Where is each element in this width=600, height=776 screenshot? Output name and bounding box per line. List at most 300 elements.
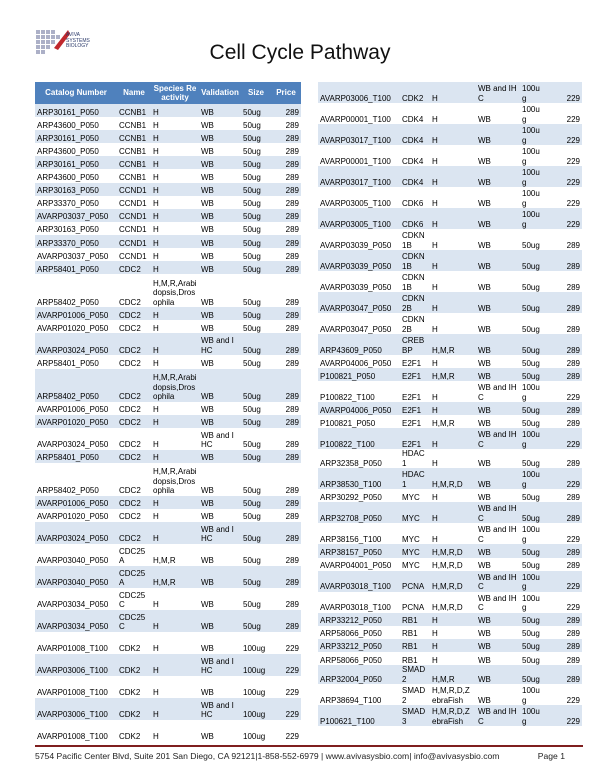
species-cell: H (430, 187, 476, 208)
species-cell: H (430, 428, 476, 449)
table-row (35, 720, 301, 742)
validation-cell: WB (476, 652, 520, 665)
species-cell: H (151, 235, 199, 248)
name-cell: MYC (400, 489, 430, 502)
table-row (35, 274, 301, 307)
validation-cell: WB (476, 402, 520, 415)
species-cell: H (151, 156, 199, 169)
price-cell: 289 (544, 313, 582, 334)
price-cell: 229 (271, 654, 301, 676)
size-cell: 100ug (520, 705, 544, 726)
validation-cell: WB (199, 588, 241, 610)
price-cell: 289 (544, 355, 582, 368)
species-cell: H (151, 104, 199, 117)
size-cell: 100ug (241, 632, 271, 654)
size-cell: 50ug (241, 130, 271, 143)
name-cell: CDC2 (117, 428, 151, 450)
table-row (318, 652, 582, 665)
table-row (35, 369, 301, 402)
name-cell: RB1 (400, 613, 430, 626)
catalog-cell: ARP58402_P050 (35, 369, 117, 402)
species-cell: H (151, 183, 199, 196)
species-cell: H (151, 496, 199, 509)
size-cell: 100ug (520, 684, 544, 705)
name-cell: E2F1 (400, 355, 430, 368)
name-cell: CCNB1 (117, 169, 151, 182)
price-cell: 289 (544, 271, 582, 292)
catalog-cell: P100621_T100 (318, 705, 400, 726)
header-validation: Validation (199, 82, 241, 104)
catalog-cell: ARP58066_P050 (318, 652, 400, 665)
validation-cell: WB and IHC (476, 428, 520, 449)
species-cell: H (430, 489, 476, 502)
size-cell: 50ug (520, 292, 544, 313)
price-cell: 289 (271, 156, 301, 169)
catalog-cell: ARP30161_P050 (35, 104, 117, 117)
price-cell: 289 (271, 104, 301, 117)
table-row (318, 166, 582, 187)
validation-cell: WB (476, 313, 520, 334)
size-cell: 50ug (241, 320, 271, 333)
catalog-cell: ARP30161_P050 (35, 130, 117, 143)
name-cell: CCND1 (117, 222, 151, 235)
size-cell: 100ug (520, 428, 544, 449)
price-cell: 289 (271, 117, 301, 130)
price-cell: 289 (544, 415, 582, 428)
table-row (35, 632, 301, 654)
product-table-left (35, 82, 301, 742)
price-cell: 289 (544, 639, 582, 652)
name-cell: CDC2 (117, 274, 151, 307)
validation-cell: WB (199, 610, 241, 632)
table-row (318, 626, 582, 639)
species-cell: H (430, 355, 476, 368)
price-cell: 289 (271, 369, 301, 402)
name-cell: CDC2 (117, 261, 151, 274)
price-cell: 229 (544, 208, 582, 229)
name-cell: MYC (400, 558, 430, 571)
species-cell: H (151, 654, 199, 676)
catalog-cell: ARP58401_P050 (35, 355, 117, 368)
species-cell: H (430, 402, 476, 415)
catalog-cell: ARP32358_P050 (318, 449, 400, 468)
species-cell: H (151, 415, 199, 428)
species-cell: H (151, 402, 199, 415)
name-cell: CDK4 (400, 124, 430, 145)
catalog-cell: AVARP03005_T100 (318, 208, 400, 229)
species-cell: H,M,R,D,ZebraFish (430, 705, 476, 726)
price-cell: 229 (544, 187, 582, 208)
price-cell: 289 (271, 261, 301, 274)
species-cell: H (151, 355, 199, 368)
table-row (35, 333, 301, 355)
table-row (35, 320, 301, 333)
table-row (318, 250, 582, 271)
validation-cell: WB and IHC (476, 571, 520, 592)
species-cell: H (151, 169, 199, 182)
catalog-cell: AVARP03017_T100 (318, 124, 400, 145)
name-cell: CCND1 (117, 248, 151, 261)
table-row (318, 415, 582, 428)
catalog-cell: AVARP04001_P050 (318, 558, 400, 571)
name-cell: CCND1 (117, 209, 151, 222)
page-number: Page 1 (537, 751, 565, 761)
catalog-cell: AVARP03040_P050 (35, 566, 117, 588)
header-species: Species Reactivity (151, 82, 199, 104)
table-row (35, 117, 301, 130)
species-cell: H (430, 292, 476, 313)
size-cell: 50ug (241, 450, 271, 463)
species-cell: H,M,R (151, 566, 199, 588)
catalog-cell: ARP30161_P050 (35, 156, 117, 169)
name-cell: CCND1 (117, 235, 151, 248)
catalog-cell: AVARP03024_P050 (35, 522, 117, 544)
validation-cell: WB (199, 307, 241, 320)
header-name: Name (117, 82, 151, 104)
footer-divider (35, 745, 583, 747)
table-row (318, 292, 582, 313)
species-cell: H (430, 502, 476, 523)
name-cell: MYC (400, 502, 430, 523)
price-cell: 229 (544, 468, 582, 489)
price-cell: 289 (544, 558, 582, 571)
species-cell: H (151, 248, 199, 261)
species-cell: H,M,R,Arabidopsis,Drosophila (151, 463, 199, 496)
validation-cell: WB (476, 684, 520, 705)
price-cell: 229 (544, 166, 582, 187)
validation-cell: WB (476, 665, 520, 684)
name-cell: CDC2 (117, 463, 151, 496)
validation-cell: WB (199, 320, 241, 333)
price-cell: 289 (271, 544, 301, 566)
name-cell: CCNB1 (117, 143, 151, 156)
size-cell: 100ug (520, 124, 544, 145)
catalog-cell: AVARP03039_P050 (318, 250, 400, 271)
name-cell: HDAC1 (400, 449, 430, 468)
species-cell: H (430, 124, 476, 145)
table-row (318, 313, 582, 334)
species-cell: H (430, 208, 476, 229)
catalog-cell: ARP43600_P050 (35, 143, 117, 156)
price-cell: 229 (271, 720, 301, 742)
table-row (35, 544, 301, 566)
catalog-cell: AVARP04006_P050 (318, 402, 400, 415)
table-row (35, 261, 301, 274)
validation-cell: WB (199, 402, 241, 415)
header-size: Size (241, 82, 271, 104)
name-cell: CDKN2B (400, 292, 430, 313)
species-cell: H (151, 522, 199, 544)
size-cell: 100ug (520, 187, 544, 208)
size-cell: 50ug (241, 183, 271, 196)
validation-cell: WB (476, 355, 520, 368)
table-row (318, 334, 582, 355)
table-row (35, 307, 301, 320)
validation-cell: WB (199, 209, 241, 222)
catalog-cell: AVARP03037_P050 (35, 209, 117, 222)
name-cell: MYC (400, 544, 430, 557)
validation-cell: WB (199, 196, 241, 209)
price-cell: 289 (271, 522, 301, 544)
species-cell: H,M,R (430, 368, 476, 381)
validation-cell: WB (199, 355, 241, 368)
validation-cell: WB (199, 274, 241, 307)
catalog-cell: P100821_P050 (318, 368, 400, 381)
catalog-cell: P100821_P050 (318, 415, 400, 428)
validation-cell: WB (199, 156, 241, 169)
table-row (318, 124, 582, 145)
name-cell: CDC2 (117, 355, 151, 368)
catalog-cell: AVARP03034_P050 (35, 610, 117, 632)
table-row (318, 271, 582, 292)
table-row (318, 103, 582, 124)
catalog-cell: ARP38694_T100 (318, 684, 400, 705)
size-cell: 50ug (241, 307, 271, 320)
price-cell: 229 (544, 124, 582, 145)
catalog-cell: ARP43600_P050 (35, 117, 117, 130)
name-cell: SMAD2 (400, 665, 430, 684)
species-cell: H,M,R,Arabidopsis,Drosophila (151, 369, 199, 402)
table-row (318, 428, 582, 449)
name-cell: E2F1 (400, 381, 430, 402)
catalog-cell: AVARP03039_P050 (318, 271, 400, 292)
species-cell: H (151, 261, 199, 274)
name-cell: CDK4 (400, 166, 430, 187)
size-cell: 50ug (520, 334, 544, 355)
validation-cell: WB (199, 496, 241, 509)
table-row (318, 489, 582, 502)
price-cell: 229 (544, 145, 582, 166)
validation-cell: WB (199, 676, 241, 698)
species-cell: H (430, 145, 476, 166)
species-cell: H (430, 449, 476, 468)
catalog-cell: ARP33370_P050 (35, 196, 117, 209)
price-cell: 289 (544, 613, 582, 626)
validation-cell: WB (199, 130, 241, 143)
catalog-cell: AVARP00001_T100 (318, 145, 400, 166)
species-cell: H (430, 250, 476, 271)
species-cell: H,M,R,Arabidopsis,Drosophila (151, 274, 199, 307)
table-row (318, 592, 582, 613)
price-cell: 289 (271, 196, 301, 209)
validation-cell: WB (199, 222, 241, 235)
species-cell: H (151, 143, 199, 156)
size-cell: 50ug (241, 369, 271, 402)
species-cell: H,M,R,D,ZebraFish (430, 684, 476, 705)
price-cell: 289 (544, 250, 582, 271)
validation-cell: WB (199, 235, 241, 248)
name-cell: CDK2 (117, 632, 151, 654)
validation-cell: WB (199, 720, 241, 742)
validation-cell: WB (199, 369, 241, 402)
price-cell: 289 (271, 209, 301, 222)
name-cell: MYC (400, 523, 430, 544)
catalog-cell: P100822_T100 (318, 428, 400, 449)
size-cell: 50ug (241, 222, 271, 235)
catalog-cell: ARP33212_P050 (318, 613, 400, 626)
species-cell: H (151, 130, 199, 143)
price-cell: 289 (271, 566, 301, 588)
name-cell: E2F1 (400, 428, 430, 449)
name-cell: E2F1 (400, 368, 430, 381)
size-cell: 100ug (520, 103, 544, 124)
size-cell: 50ug (520, 229, 544, 250)
size-cell: 50ug (241, 248, 271, 261)
price-cell: 289 (271, 402, 301, 415)
validation-cell: WB (199, 463, 241, 496)
price-cell: 289 (544, 292, 582, 313)
validation-cell: WB (476, 626, 520, 639)
name-cell: CDC2 (117, 450, 151, 463)
species-cell: H (151, 209, 199, 222)
table-row (35, 235, 301, 248)
size-cell: 100ug (520, 571, 544, 592)
header-price: Price (271, 82, 301, 104)
validation-cell: WB (199, 415, 241, 428)
size-cell: 50ug (241, 402, 271, 415)
species-cell: H (151, 720, 199, 742)
catalog-cell: AVARP03018_T100 (318, 571, 400, 592)
catalog-cell: ARP43609_P050 (318, 334, 400, 355)
size-cell: 100ug (241, 720, 271, 742)
size-cell: 50ug (241, 544, 271, 566)
name-cell: CDC2 (117, 496, 151, 509)
table-row (35, 143, 301, 156)
species-cell: H (151, 333, 199, 355)
price-cell: 289 (544, 449, 582, 468)
size-cell: 100ug (241, 698, 271, 720)
price-cell: 289 (271, 509, 301, 522)
name-cell: CDK2 (117, 654, 151, 676)
name-cell: CDC2 (117, 402, 151, 415)
name-cell: CDC2 (117, 307, 151, 320)
table-row (318, 639, 582, 652)
price-cell: 289 (271, 415, 301, 428)
validation-cell: WB (476, 468, 520, 489)
catalog-cell: ARP32004_P050 (318, 665, 400, 684)
table-header-row (35, 82, 301, 104)
table-row (35, 698, 301, 720)
table-row (35, 248, 301, 261)
name-cell: CDK2 (400, 82, 430, 103)
table-row (318, 355, 582, 368)
catalog-cell: AVARP03005_T100 (318, 187, 400, 208)
price-cell: 229 (544, 523, 582, 544)
table-row (35, 209, 301, 222)
name-cell: CDC25C (117, 588, 151, 610)
catalog-cell: ARP38530_T100 (318, 468, 400, 489)
name-cell: CDC25A (117, 566, 151, 588)
validation-cell: WB (476, 489, 520, 502)
price-cell: 229 (271, 698, 301, 720)
price-cell: 229 (544, 571, 582, 592)
logo-line3: BIOLOGY (66, 43, 89, 49)
catalog-cell: AVARP03034_P050 (35, 588, 117, 610)
name-cell: CDK2 (117, 698, 151, 720)
price-cell: 289 (544, 502, 582, 523)
price-cell: 289 (271, 610, 301, 632)
name-cell: PCNA (400, 592, 430, 613)
logo-line2: SYSTEMS (66, 37, 90, 44)
table-row (318, 705, 582, 726)
size-cell: 100ug (241, 654, 271, 676)
species-cell: H (151, 676, 199, 698)
price-cell: 289 (271, 130, 301, 143)
validation-cell: WB (476, 334, 520, 355)
validation-cell: WB (476, 613, 520, 626)
price-cell: 289 (271, 169, 301, 182)
validation-cell: WB (476, 103, 520, 124)
size-cell: 100ug (520, 208, 544, 229)
validation-cell: WB (476, 449, 520, 468)
species-cell: H,M,R,D (430, 468, 476, 489)
table-row (35, 415, 301, 428)
name-cell: CDC2 (117, 320, 151, 333)
species-cell: H (151, 307, 199, 320)
validation-cell: WB (476, 208, 520, 229)
species-cell: H (430, 626, 476, 639)
catalog-cell: AVARP03047_P050 (318, 292, 400, 313)
size-cell: 50ug (241, 169, 271, 182)
table-row (35, 183, 301, 196)
logo-line1: AVIVA (66, 32, 80, 38)
size-cell: 50ug (241, 117, 271, 130)
validation-cell: WB (199, 169, 241, 182)
validation-cell: WB (199, 183, 241, 196)
table-row (35, 130, 301, 143)
size-cell: 50ug (520, 639, 544, 652)
validation-cell: WB (476, 250, 520, 271)
catalog-cell: AVARP03037_P050 (35, 248, 117, 261)
name-cell: CCNB1 (117, 130, 151, 143)
size-cell: 100ug (520, 592, 544, 613)
validation-cell: WB and IHC (199, 428, 241, 450)
table-row (318, 613, 582, 626)
name-cell: CDK4 (400, 103, 430, 124)
size-cell: 50ug (241, 588, 271, 610)
validation-cell: WB (199, 566, 241, 588)
validation-cell: WB (199, 248, 241, 261)
species-cell: H (151, 428, 199, 450)
size-cell: 50ug (520, 544, 544, 557)
table-row (35, 509, 301, 522)
size-cell: 50ug (241, 496, 271, 509)
table-row (318, 229, 582, 250)
species-cell: H,M,R (430, 415, 476, 428)
price-cell: 289 (544, 652, 582, 665)
species-cell: H (151, 610, 199, 632)
catalog-cell: AVARP03006_T100 (318, 82, 400, 103)
table-row (35, 566, 301, 588)
name-cell: CDC2 (117, 509, 151, 522)
species-cell: H (151, 196, 199, 209)
name-cell: CCNB1 (117, 117, 151, 130)
species-cell: H (430, 166, 476, 187)
price-cell: 289 (544, 665, 582, 684)
size-cell: 50ug (520, 313, 544, 334)
size-cell: 50ug (520, 626, 544, 639)
catalog-cell: ARP58401_P050 (35, 261, 117, 274)
size-cell: 50ug (241, 196, 271, 209)
catalog-cell: AVARP03024_P050 (35, 333, 117, 355)
name-cell: RB1 (400, 652, 430, 665)
table-row (35, 402, 301, 415)
size-cell: 50ug (241, 156, 271, 169)
species-cell: H,M,R,D (430, 558, 476, 571)
catalog-cell: ARP30163_P050 (35, 183, 117, 196)
species-cell: H (151, 698, 199, 720)
validation-cell: WB (199, 117, 241, 130)
